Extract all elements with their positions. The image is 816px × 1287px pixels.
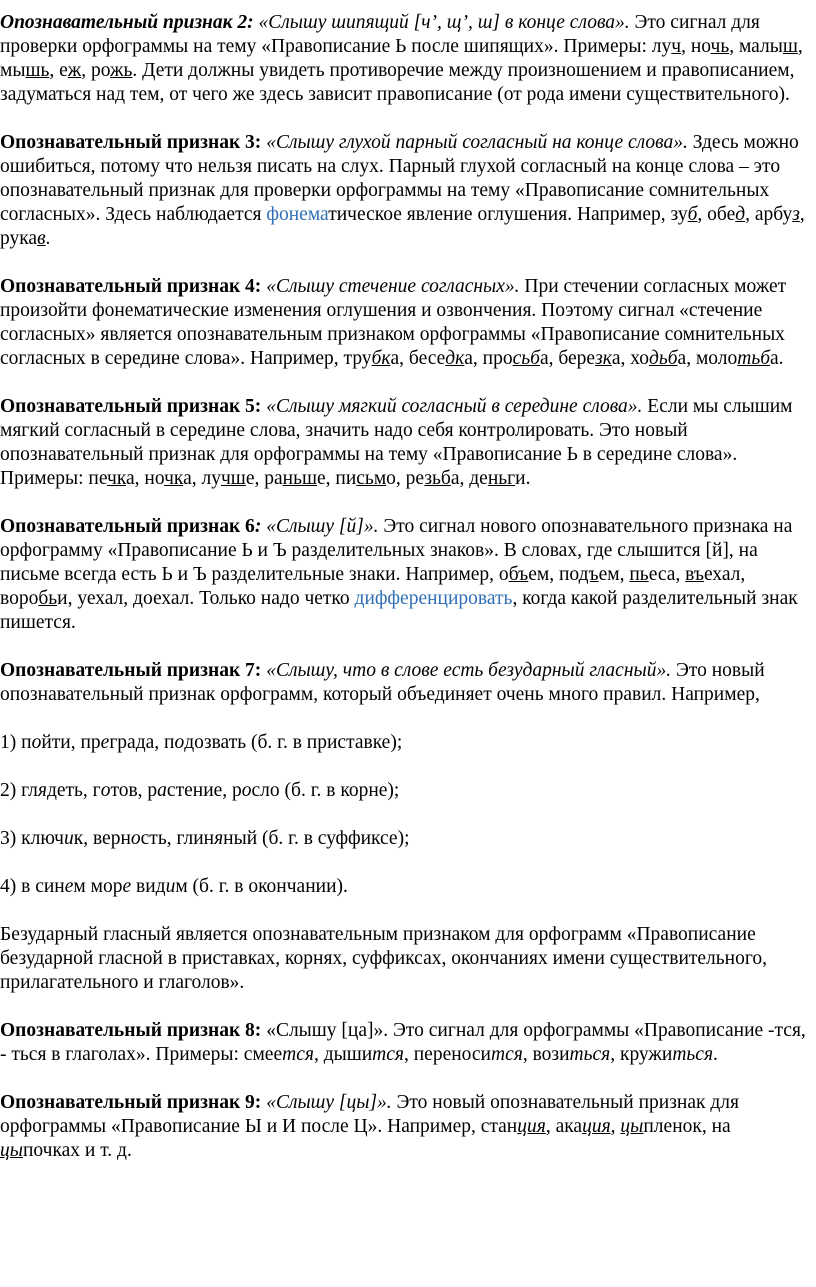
paragraph-sign-5: Опознавательный признак 5: «Слышу мягкий согласный в середине слова». Если мы слышим мягкий согласный в середине слова, значить надо себя контролировать. Это новый опознавательный признак для орфограммы на тему «Правописание Ь в середине слова». Примеры: печка, ночка, лучше, раньше, письмо, резьба, деньги. (0, 396, 793, 489)
paragraph-sign-4: Опознавательный признак 4: «Слышу стечение согласных». При стечении согласных может произойти фонематические изменения оглушения и озвончения. Поэтому сигнал «стечение согласных» является опознавательным признаком орфограммы «Правописание сомнительных согласных в середине слова». Например, трубка, беседка, просьба, березка, ходьба, молотьба. (0, 276, 787, 369)
heading-sign-7: Опознавательный признак 7: (0, 660, 262, 681)
heading-sign-5: Опознавательный признак 5: (0, 396, 262, 417)
paragraph-summary: Безударный гласный является опознавательным признаком для орфограмм «Правописание безударной гласной в приставках, корнях, суффиксах, окончаниях имени существительного, прилагательного и глаголов». (0, 924, 768, 993)
heading-sign-6: Опознавательный признак 6 (0, 516, 255, 537)
paragraph-sign-9: Опознавательный признак 9: «Слышу [цы]». Это новый опознавательный признак для орфограммы «Правописание Ы и И после Ц». Например, станция, акация, цыпленок, на цыпочках и т. д. (0, 1092, 739, 1161)
heading-sign-2: Опознавательный признак 2: (0, 12, 254, 33)
link-phoneme[interactable]: фонема (266, 204, 329, 225)
paragraph-sign-8: Опознавательный признак 8: «Слышу [ца]». Это сигнал для орфограммы «Правописание -тся, - ться в глаголах». Примеры: смеется, дышится, переносится, возиться, кружиться. (0, 1020, 806, 1065)
paragraph-sign-3: Опознавательный признак 3: «Слышу глухой парный согласный на конце слова». Здесь можно ошибиться, потому что нельзя писать на слух. Парный глухой согласный на конце слова – это опознавательный признак для проверки орфограммы на тему «Правописание сомнительных согласных». Здесь наблюдается фонематическое явление оглушения. Например, зуб, обед, арбуз, рукав. (0, 132, 805, 249)
paragraph-sign-2: Опознавательный признак 2: «Слышу шипящий [ч’, щ’, ш] в конце слова». Это сигнал для проверки орфограммы на тему «Правописание Ь после шипящих». Примеры: луч, ночь, малыш, мышь, еж, рожь. Дети должны увидеть противоречие между произношением и правописанием, задуматься над тем, от чего же здесь зависит правописание (от рода имени существительного). (0, 12, 803, 105)
list-item-suffix: 3) ключик, верность, глиняный (б. г. в суффиксе); (0, 828, 410, 849)
heading-sign-4: Опознавательный признак 4: (0, 276, 262, 297)
heading-sign-9: Опознавательный признак 9: (0, 1092, 262, 1113)
paragraph-sign-6: Опознавательный признак 6: «Слышу [й]». Это сигнал нового опознавательного признака на орфограмму «Правописание Ь и Ъ разделительных знаков». В словах, где слышится [й], на письме всегда есть Ь и Ъ разделительные знаки. Например, объем, подъем, пьеса, въехал, воробьи, уехал, доехал. Только надо четко дифференцировать, когда какой разделительный знак пишется. (0, 516, 798, 633)
list-item-root: 2) глядеть, готов, растение, росло (б. г. в корне); (0, 780, 400, 801)
link-differentiate[interactable]: дифференцировать (354, 588, 513, 609)
paragraph-sign-7: Опознавательный признак 7: «Слышу, что в слове есть безударный гласный». Это новый опознавательный признак орфограмм, который объединяет очень много правил. Например, (0, 660, 765, 705)
heading-sign-3: Опознавательный признак 3: (0, 132, 262, 153)
list-item-ending: 4) в синем море видим (б. г. в окончании). (0, 876, 348, 897)
heading-sign-8: Опознавательный признак 8: (0, 1020, 262, 1041)
list-item-prefix: 1) пойти, преграда, подозвать (б. г. в приставке); (0, 732, 403, 753)
